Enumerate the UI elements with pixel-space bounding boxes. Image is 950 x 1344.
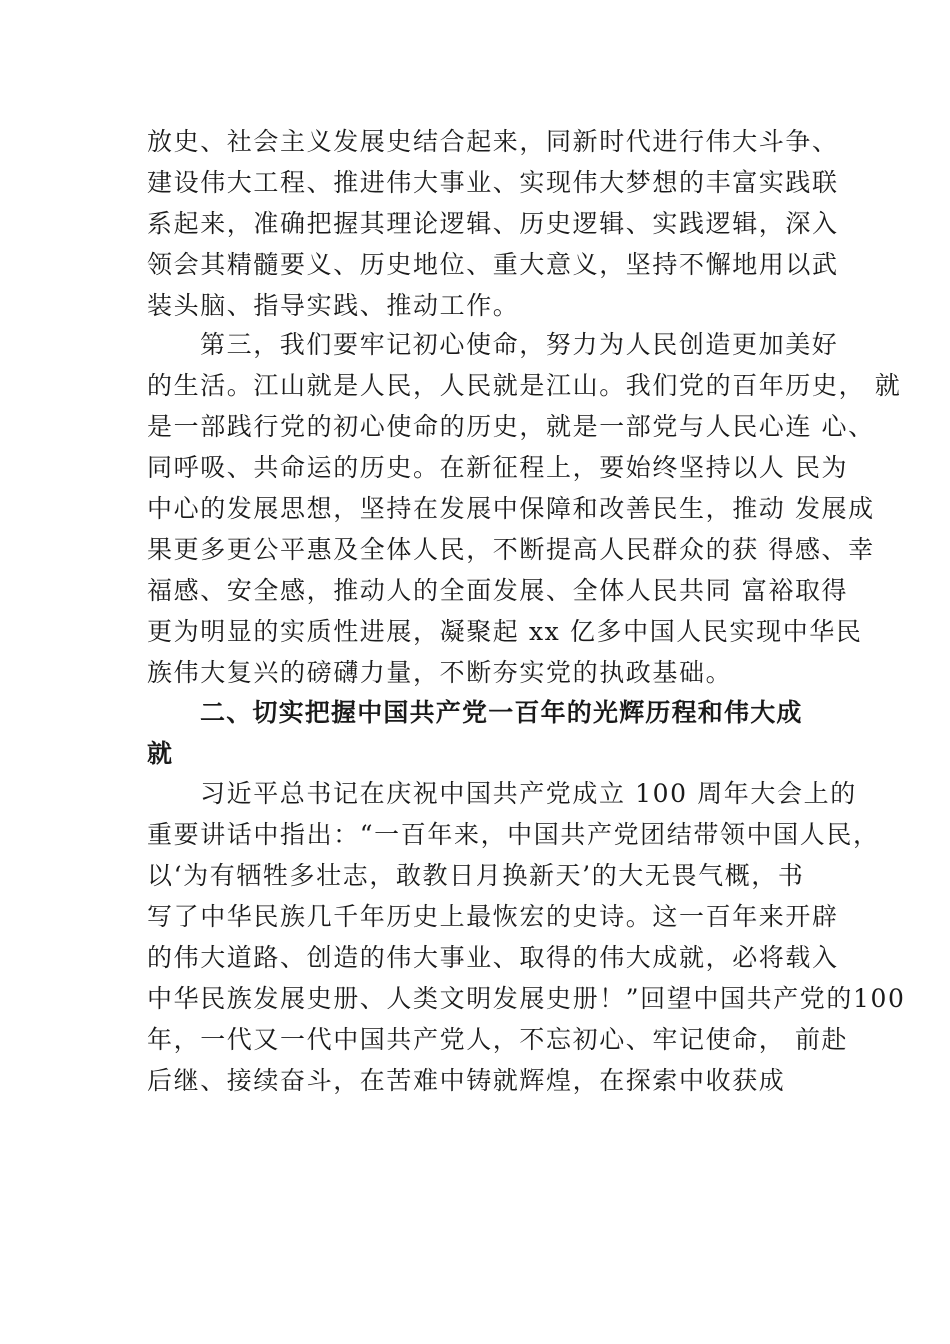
text-line: 果更多更公平惠及全体人民，不断提高人民群众的获 得感、幸: [147, 535, 875, 564]
section-heading: 二、切实把握中国共产党一百年的光辉历程和伟大成: [200, 698, 803, 727]
text-line: 更为明显的实质性进展，凝聚起 xx 亿多中国人民实现中华民: [147, 617, 863, 646]
text-line: 是一部践行党的初心使命的历史，就是一部党与人民心连 心、: [147, 412, 875, 441]
paragraph-start-line: 习近平总书记在庆祝中国共产党成立 100 周年大会上的: [200, 779, 857, 808]
text-line: 中心的发展思想，坚持在发展中保障和改善民生，推动 发展成: [147, 494, 875, 523]
text-line: 的生活。江山就是人民，人民就是江山。我们党的百年历史， 就: [147, 371, 902, 400]
text-line: 放史、社会主义发展史结合起来，同新时代进行伟大斗争、: [147, 127, 839, 156]
text-line: 的伟大道路、创造的伟大事业、取得的伟大成就，必将载入: [147, 943, 839, 972]
text-line: 建设伟大工程、推进伟大事业、实现伟大梦想的丰富实践联: [147, 168, 839, 197]
text-line: 年，一代又一代中国共产党人，不忘初心、牢记使命， 前赴: [147, 1025, 849, 1054]
text-line: 后继、接续奋斗，在苦难中铸就辉煌，在探索中收获成: [147, 1066, 786, 1095]
paragraph-start-line: 第三，我们要牢记初心使命，努力为人民创造更加美好: [200, 330, 839, 359]
text-line: 中华民族发展史册、人类文明发展史册！”回望中国共产党的100: [147, 984, 906, 1013]
text-line: 系起来，准确把握其理论逻辑、历史逻辑、实践逻辑，深入: [147, 209, 839, 238]
text-line: 以‘为有牺牲多壮志，敢教日月换新天’的大无畏气概，书: [147, 861, 805, 890]
text-line: 重要讲话中指出：“一百年来，中国共产党团结带领中国人民，: [147, 820, 880, 849]
text-line: 同呼吸、共命运的历史。在新征程上，要始终坚持以人 民为: [147, 453, 849, 482]
text-line: 福感、安全感，推动人的全面发展、全体人民共同 富裕取得: [147, 576, 849, 605]
text-line: 领会其精髓要义、历史地位、重大意义，坚持不懈地用以武: [147, 250, 839, 279]
text-line: 装头脑、指导实践、推动工作。: [147, 291, 520, 320]
text-line: 写了中华民族几千年历史上最恢宏的史诗。这一百年来开辟: [147, 902, 839, 931]
text-line: 族伟大复兴的磅礴力量，不断夯实党的执政基础。: [147, 658, 733, 687]
section-heading-continued: 就: [147, 739, 174, 768]
